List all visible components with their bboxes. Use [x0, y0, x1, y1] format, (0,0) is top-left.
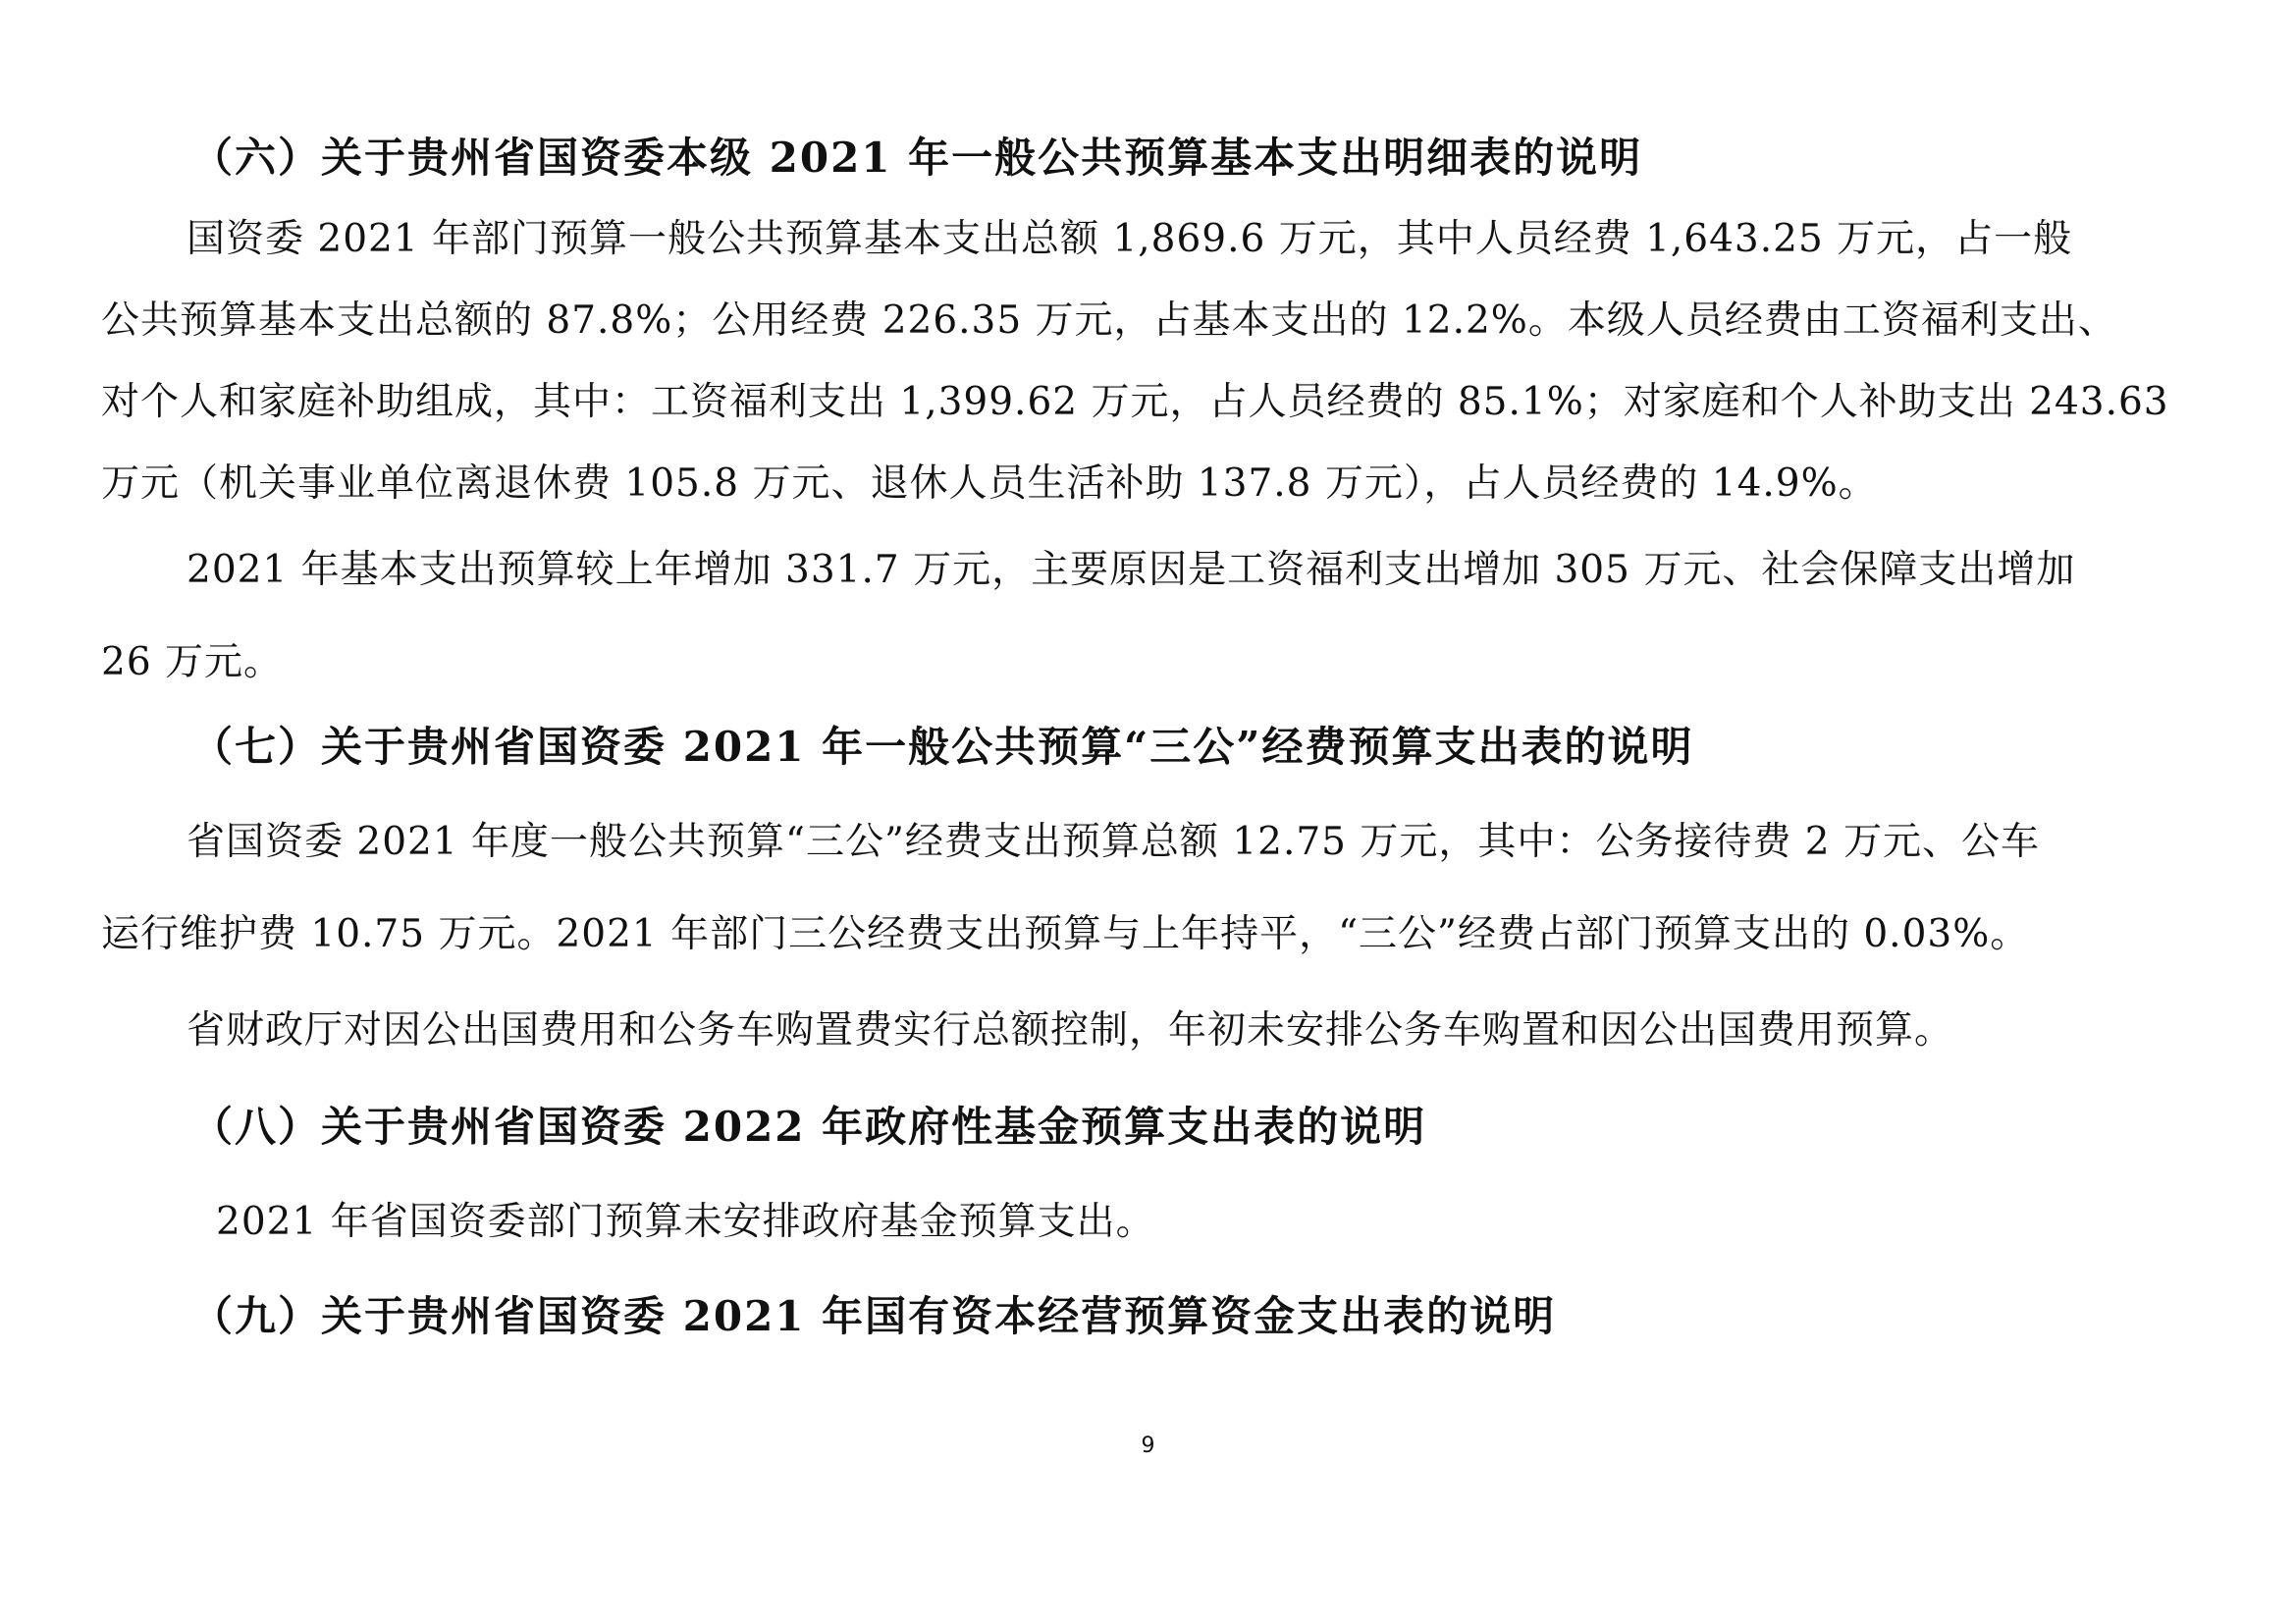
section-6-heading: （六）关于贵州省国资委本级 2021 年一般公共预算基本支出明细表的说明 [191, 134, 1643, 182]
section-6-paragraph-1-line-4: 万元（机关事业单位离退休费 105.8 万元、退休人员生活补助 137.8 万元），占人员经费的 14.9%。 [101, 461, 1878, 506]
page-number: 9 [1141, 1434, 1155, 1458]
section-6-paragraph-2-line-1: 2021 年基本支出预算较上年增加 331.7 万元，主要原因是工资福利支出增加 305 万元、社会保障支出增加 [187, 548, 2076, 592]
section-8-heading: （八）关于贵州省国资委 2022 年政府性基金预算支出表的说明 [191, 1103, 1427, 1151]
section-7-paragraph-1-line-1: 省国资委 2021 年度一般公共预算“三公”经费支出预算总额 12.75 万元，其中：公务接待费 2 万元、公车 [187, 820, 2040, 864]
section-7-paragraph-1-line-2: 运行维护费 10.75 万元。2021 年部门三公经费支出预算与上年持平，“三公”经费占部门预算支出的 0.03%。 [101, 912, 2030, 956]
section-7-paragraph-2-line-1: 省财政厅对因公出国费用和公务车购置费实行总额控制，年初未安排公务车购置和因公出国费用预算。 [187, 1008, 1954, 1053]
section-7-heading: （七）关于贵州省国资委 2021 年一般公共预算“三公”经费预算支出表的说明 [191, 723, 1694, 771]
section-6-paragraph-1-line-3: 对个人和家庭补助组成，其中：工资福利支出 1,399.62 万元，占人员经费的 85.1%；对家庭和个人补助支出 243.63 [101, 380, 2169, 424]
section-9-heading: （九）关于贵州省国资委 2021 年国有资本经营预算资金支出表的说明 [191, 1292, 1557, 1340]
section-6-paragraph-1-line-1: 国资委 2021 年部门预算一般公共预算基本支出总额 1,869.6 万元，其中人员经费 1,643.25 万元，占一般 [187, 217, 2073, 261]
section-6-paragraph-1-line-2: 公共预算基本支出总额的 87.8%；公用经费 226.35 万元，占基本支出的 12.2%。本级人员经费由工资福利支出、 [101, 298, 2117, 343]
section-8-paragraph-1-line-1: 2021 年省国资委部门预算未安排政府基金预算支出。 [216, 1200, 1155, 1244]
section-6-paragraph-2-line-2: 26 万元。 [101, 640, 284, 684]
